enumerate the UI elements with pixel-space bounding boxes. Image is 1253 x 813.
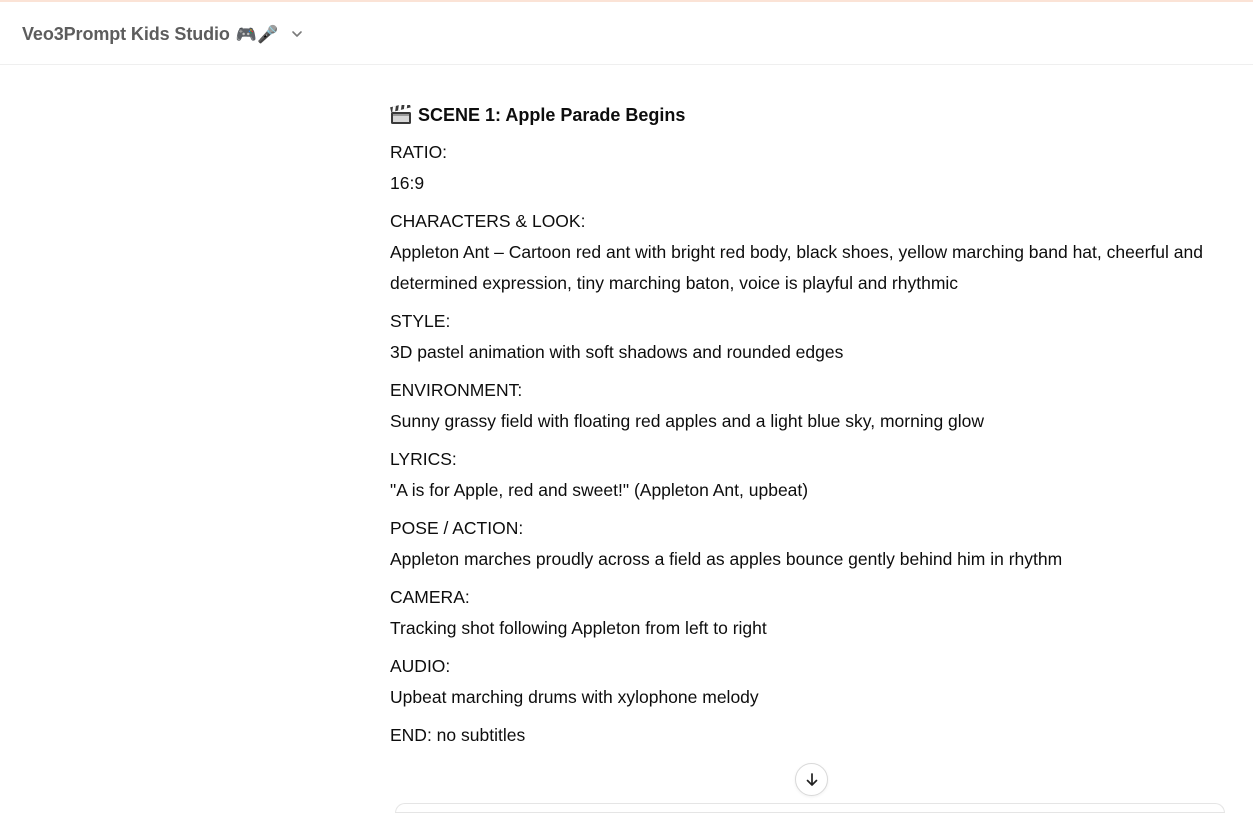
section-label: CHARACTERS & LOOK: xyxy=(390,211,586,231)
section-label: CAMERA: xyxy=(390,587,470,607)
chat-header xyxy=(0,2,1253,65)
section-label: POSE / ACTION: xyxy=(390,518,524,538)
section-characters xyxy=(390,206,1230,299)
assistant-message xyxy=(390,100,1230,751)
section-lyrics xyxy=(390,444,1230,506)
section-camera xyxy=(390,582,1230,644)
scene-title xyxy=(390,100,1230,130)
section-value: "A is for Apple, red and sweet!" (Appleton Ant, upbeat) xyxy=(390,480,809,500)
section-style xyxy=(390,306,1230,368)
section-value: Sunny grassy field with floating red apples and a light blue sky, morning glow xyxy=(390,411,985,431)
section-value: 3D pastel animation with soft shadows and rounded edges xyxy=(390,342,844,362)
section-pose-action xyxy=(390,513,1230,575)
chevron-down-icon xyxy=(290,27,304,41)
model-selector-button[interactable] xyxy=(12,16,314,52)
message-composer[interactable] xyxy=(395,803,1225,813)
clapperboard-icon xyxy=(390,105,412,125)
section-ratio xyxy=(390,137,1230,199)
section-value: 16:9 xyxy=(390,173,425,193)
section-label: ENVIRONMENT: xyxy=(390,380,523,400)
model-name: Veo3Prompt Kids Studio xyxy=(22,23,230,44)
end-line: END: no subtitles xyxy=(390,725,526,745)
section-value: Upbeat marching drums with xylophone melody xyxy=(390,687,759,707)
section-end xyxy=(390,720,1230,751)
scroll-to-bottom-button[interactable] xyxy=(795,763,828,796)
section-value: Appleton marches proudly across a field as apples bounce gently behind him in rhythm xyxy=(390,549,1063,569)
section-label: RATIO: xyxy=(390,142,448,162)
section-label: LYRICS: xyxy=(390,449,457,469)
section-label: AUDIO: xyxy=(390,656,451,676)
arrow-down-icon xyxy=(804,772,820,788)
section-value: Appleton Ant – Cartoon red ant with bright red body, black shoes, yellow marching band hat, cheerful and determined expression, tiny marching baton, voice is playful and rhythmic xyxy=(390,242,1203,293)
scene-title-text: SCENE 1: Apple Parade Begins xyxy=(418,104,686,125)
section-audio xyxy=(390,651,1230,713)
section-label: STYLE: xyxy=(390,311,451,331)
section-value: Tracking shot following Appleton from left to right xyxy=(390,618,767,638)
model-emojis: 🎮🎤 xyxy=(235,24,279,44)
section-environment xyxy=(390,375,1230,437)
